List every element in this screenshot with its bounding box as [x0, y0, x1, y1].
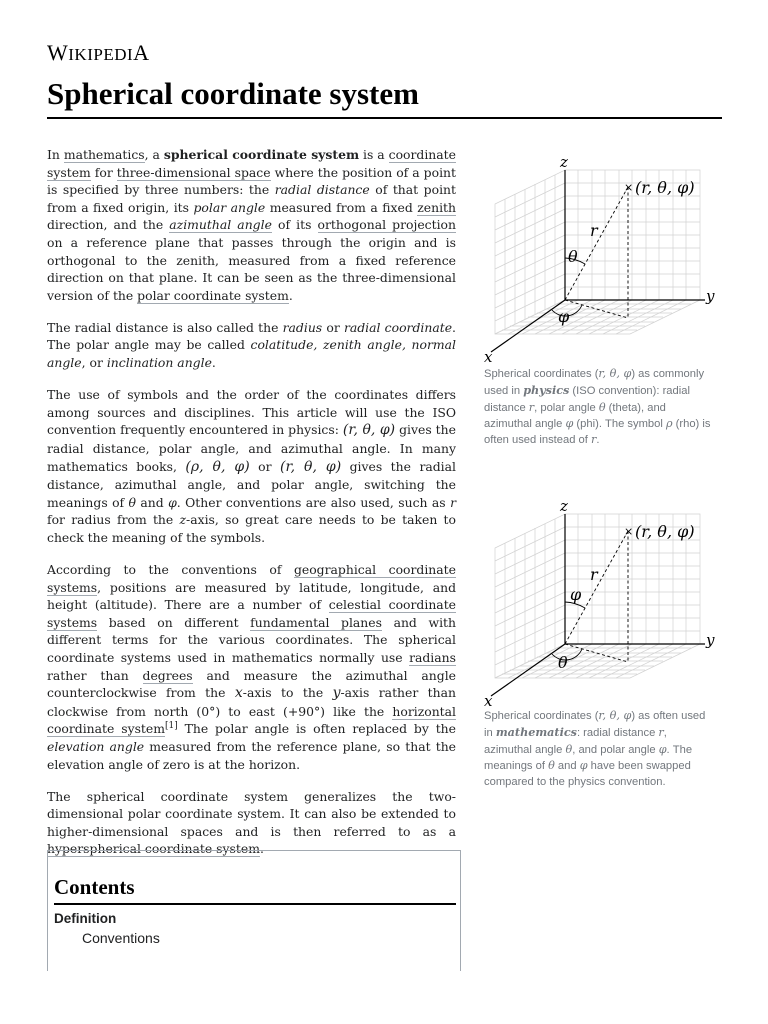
phi-label: φ	[558, 307, 570, 326]
link-geographical-coordinate-systems[interactable]: geographical coordinate systems	[47, 561, 456, 595]
logo-letters: IKIPEDI	[68, 45, 134, 64]
figure-physics-convention	[484, 152, 714, 448]
toc-item-conventions[interactable]: Conventions	[82, 930, 160, 946]
link-hyperspherical-coordinate-system[interactable]: hyperspherical coordinate system	[47, 841, 260, 857]
link-horizontal-coordinate-system[interactable]: horizontal coordinate system	[47, 703, 456, 737]
paragraph-5: The spherical coordinate system generalizes the two-dimensional polar coordinate system. It can also be extended to higher-dimensional spaces and is then referred to as a hyperspherical coordinate system.	[47, 788, 456, 857]
table-of-contents	[47, 850, 461, 971]
link-orthogonal-projection[interactable]: orthogonal projection	[317, 217, 456, 233]
title-divider	[47, 117, 722, 119]
link-zenith[interactable]: zenith	[417, 199, 457, 215]
link-celestial-coordinate-systems[interactable]: celestial coordinate systems	[47, 597, 457, 630]
spherical-coordinates-diagram[interactable]	[484, 496, 724, 706]
page-title: Spherical coordinate system	[47, 76, 419, 111]
point-marker: ×	[624, 525, 634, 538]
point-label: (r, θ, φ)	[635, 522, 695, 541]
logo-letter: W	[47, 40, 69, 65]
link-degrees[interactable]: degrees	[142, 667, 193, 683]
link-radians[interactable]: radians	[409, 649, 456, 665]
figure-2-caption: Spherical coordinates (r, θ, φ) as often used in mathematics: radial distance r, azimuthal angle θ, and polar angle φ. The meanings of θ and φ have been swapped compared to the physics convention.	[484, 709, 706, 789]
z-axis-label: z	[560, 497, 568, 515]
link-polar-coordinate-system[interactable]: polar coordinate system	[137, 287, 289, 303]
spherical-coordinates-diagram[interactable]	[484, 152, 724, 364]
toc-title: Contents	[54, 875, 135, 899]
link-fundamental-planes[interactable]: fundamental planes	[250, 614, 382, 630]
y-axis-label: y	[706, 631, 715, 649]
point-marker: ×	[624, 181, 634, 194]
paragraph-3: The use of symbols and the order of the coordinates differs among sources and disciplines. This article will use the ISO convention frequently encountered in physics: (r, θ, φ) gives the radial distance, polar angle, and azimuthal angle. In many mathematics books, (ρ, θ, φ) or (r, θ, φ) gives the radial distance, azimuthal angle, and polar angle, switching the meanings of θ and φ. Other conventions are also used, such as r for radius from the z-axis, so great care needs to be taken to check the meaning of the symbols.	[47, 387, 456, 545]
paragraph-4: According to the conventions of geographical coordinate systems, positions are measured by latitude, longitude, and height (altitude). There are a number of celestial coordinate systems based on different fundamental planes and with different terms for the various coordinates. The spherical coordinate systems used in mathematics normally use radians rather than degrees and measure the azimuthal angle counterclockwise from the x-axis to the y-axis rather than clockwise from north (0°) to east (+90°) like the horizontal coordinate system[1] The polar angle is often replaced by the elevation angle measured from the reference plane, so that the elevation angle of zero is at the horizon.	[47, 561, 457, 772]
math-r-theta-phi: (r, θ, φ)	[279, 458, 342, 475]
x-axis-label: x	[484, 692, 493, 706]
r-label: r	[590, 221, 598, 240]
theta-label: θ	[558, 653, 568, 672]
theta-label: θ	[568, 247, 578, 266]
phi-label: φ	[570, 585, 582, 604]
figure-1-caption: Spherical coordinates (r, θ, φ) as commonly used in physics (ISO convention): radial distance r, polar angle θ (theta), and azimuthal angle φ (phi). The symbol ρ (rho) is often used instead of r.	[484, 367, 711, 447]
logo-letter: A	[133, 40, 150, 65]
toc-divider	[54, 903, 456, 905]
math-r-theta-phi: (r, θ, φ)	[342, 422, 396, 439]
article-body	[47, 146, 456, 872]
figure-mathematics-convention	[484, 496, 714, 790]
link-three-dimensional-space[interactable]: three-dimensional space	[116, 164, 271, 180]
r-label: r	[590, 565, 598, 584]
wikipedia-logo[interactable]	[47, 40, 150, 66]
intro-paragraph: In mathematics, a spherical coordinate system is a coordinate system for three-dimensional space where the position of a point is specified by three numbers: the radial distance of that point from a fixed origin, its polar angle measured from a fixed zenith direction, and the azimuthal angle of its orthogonal projection on a reference plane that passes through the origin and is orthogonal to the zenith, measured from a fixed reference direction on that plane. It can be seen as the three-dimensional version of the polar coordinate system.	[47, 147, 457, 303]
y-axis-label: y	[706, 287, 715, 305]
citation-1[interactable]: [1]	[164, 721, 178, 732]
z-axis-label: z	[560, 153, 568, 171]
x-axis-label: x	[484, 348, 493, 364]
link-coordinate-system[interactable]: coordinate system	[47, 147, 456, 180]
paragraph-2: The radial distance is also called the radius or radial coordinate. The polar angle may be called colatitude, zenith angle, normal angle, or inclination angle.	[47, 319, 457, 371]
toc-item-definition[interactable]: Definition	[54, 911, 117, 926]
link-azimuthal-angle[interactable]: azimuthal angle	[169, 217, 272, 233]
link-mathematics[interactable]: mathematics	[63, 147, 145, 162]
point-label: (r, θ, φ)	[635, 178, 695, 197]
math-rho-theta-phi: (ρ, θ, φ)	[185, 458, 250, 475]
